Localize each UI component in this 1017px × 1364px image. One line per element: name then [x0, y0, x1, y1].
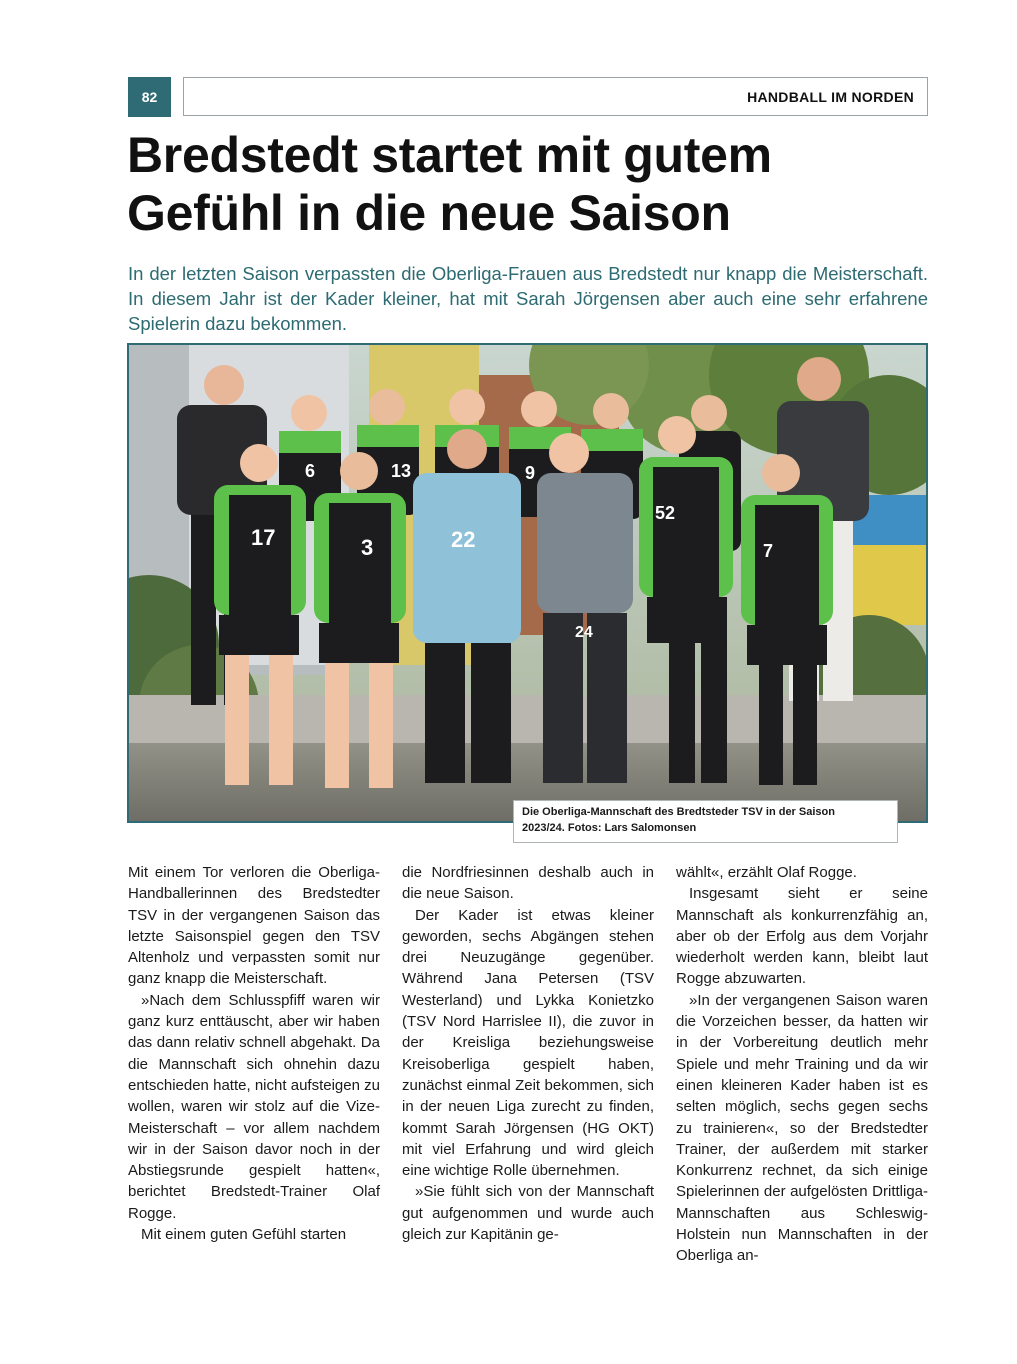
paragraph: »Nach dem Schlusspfiff waren wir ganz kurz enttäuscht, aber wir haben das dann relativ schnell abgehakt. Da die Mannschaft sich ohnehin dazu entschieden hatte, nicht aufsteigen zu wollen, waren wir stolz auf die Vize-Meisterschaft – vor allem nachdem wir in der Saison davor noch in der Abstiegsrunde gespielt hatten«, berichtet Bredstedt-Trainer Olaf Rogge.	[128, 991, 380, 1222]
article-column-1	[128, 862, 380, 1245]
paragraph: Mit einem Tor verloren die Oberliga-Handballerinnen des Bredstedter TSV in der vergangenen Saison das letzte Saisonspiel gegen den TSV Altenholz und verpassten somit nur ganz knapp die Meisterschaft.	[128, 864, 380, 988]
paragraph: Der Kader ist etwas kleiner geworden, sechs Abgängen stehen drei Neuzugänge gegenüber. Während Jana Petersen (TSV Westerland) und Lykka Konietzko (TSV Nord Harrislee II), die zuvor in der Kreisliga beziehungsweise Kreisoberliga gespielt haben, zunächst einmal Zeit bekommen, sich in der neuen Liga zurecht zu finden, kommt Sarah Jörgensen (HG OKT) mit viel Erfahrung und wird gleich eine wichtige Rolle übernehmen.	[402, 906, 654, 1180]
headline	[127, 126, 947, 242]
paragraph: Mit einem guten Gefühl starten	[141, 1226, 347, 1244]
article-column-3	[676, 862, 928, 1267]
jersey-number-52: 52	[655, 503, 676, 523]
paragraph: wählt«, erzählt Olaf Rogge.	[676, 864, 857, 881]
paragraph: die Nordfriesinnen deshalb auch in die neue Saison.	[402, 864, 654, 903]
section-title: HANDBALL IM NORDEN	[747, 88, 914, 105]
jersey-number-3: 3	[361, 535, 374, 560]
jersey-number-17: 17	[251, 525, 276, 550]
caption-line-2: 2023/24. Fotos: Lars Salomonsen	[522, 822, 697, 834]
jersey-number-22: 22	[451, 527, 476, 552]
jersey-number-13: 13	[391, 461, 412, 481]
jersey-number-7: 7	[763, 541, 774, 561]
photo-caption	[513, 800, 898, 843]
paragraph: Insgesamt sieht er seine Mannschaft als konkurrenzfähig an, aber ob der Erfolg aus dem Vorjahr wiederholt werden kann, bleibt laut Rogge abzuwarten.	[676, 885, 928, 988]
caption-line-1: Die Oberliga-Mannschaft des Bredtsteder TSV in der Saison	[522, 806, 835, 818]
article-column-2	[402, 862, 654, 1245]
page-number: 82	[128, 77, 171, 117]
paragraph: »Sie fühlt sich von der Mannschaft gut aufgenommen und wurde auch gleich zur Kapitänin ge-	[402, 1183, 654, 1244]
jersey-number-9: 9	[525, 463, 536, 483]
section-header	[183, 77, 928, 116]
lead-paragraph: In der letzten Saison verpassten die Oberliga-Frauen aus Bredstedt nur knapp die Meisterschaft. In diesem Jahr ist der Kader kleiner, hat mit Sarah Jörgensen aber auch eine sehr erfahrene Spielerin dazu bekommen.	[128, 263, 928, 334]
team-photo	[127, 343, 928, 823]
paragraph: »In der vergangenen Saison waren die Vorzeichen besser, da hatten wir in der Vorbereitung deutlich mehr Spiele und mehr Training und da wir einen kleineren Kader haben ist es selten möglich, sechs gegen sechs zu trainieren«, so der Bredstedter Trainer, der außerdem mit starker Konkurrenz rechnet, da sich einige Spielerinnen der aufgelösten Drittliga-Mannschaften aus Schleswig-Holstein nun Mannschaften in der Oberliga an-	[676, 991, 928, 1265]
jersey-number-24: 24	[575, 624, 593, 641]
jersey-number-6: 6	[305, 461, 316, 481]
headline-line-1: Bredstedt startet mit gutem	[127, 127, 772, 183]
headline-line-2: Gefühl in die neue Saison	[127, 185, 731, 241]
